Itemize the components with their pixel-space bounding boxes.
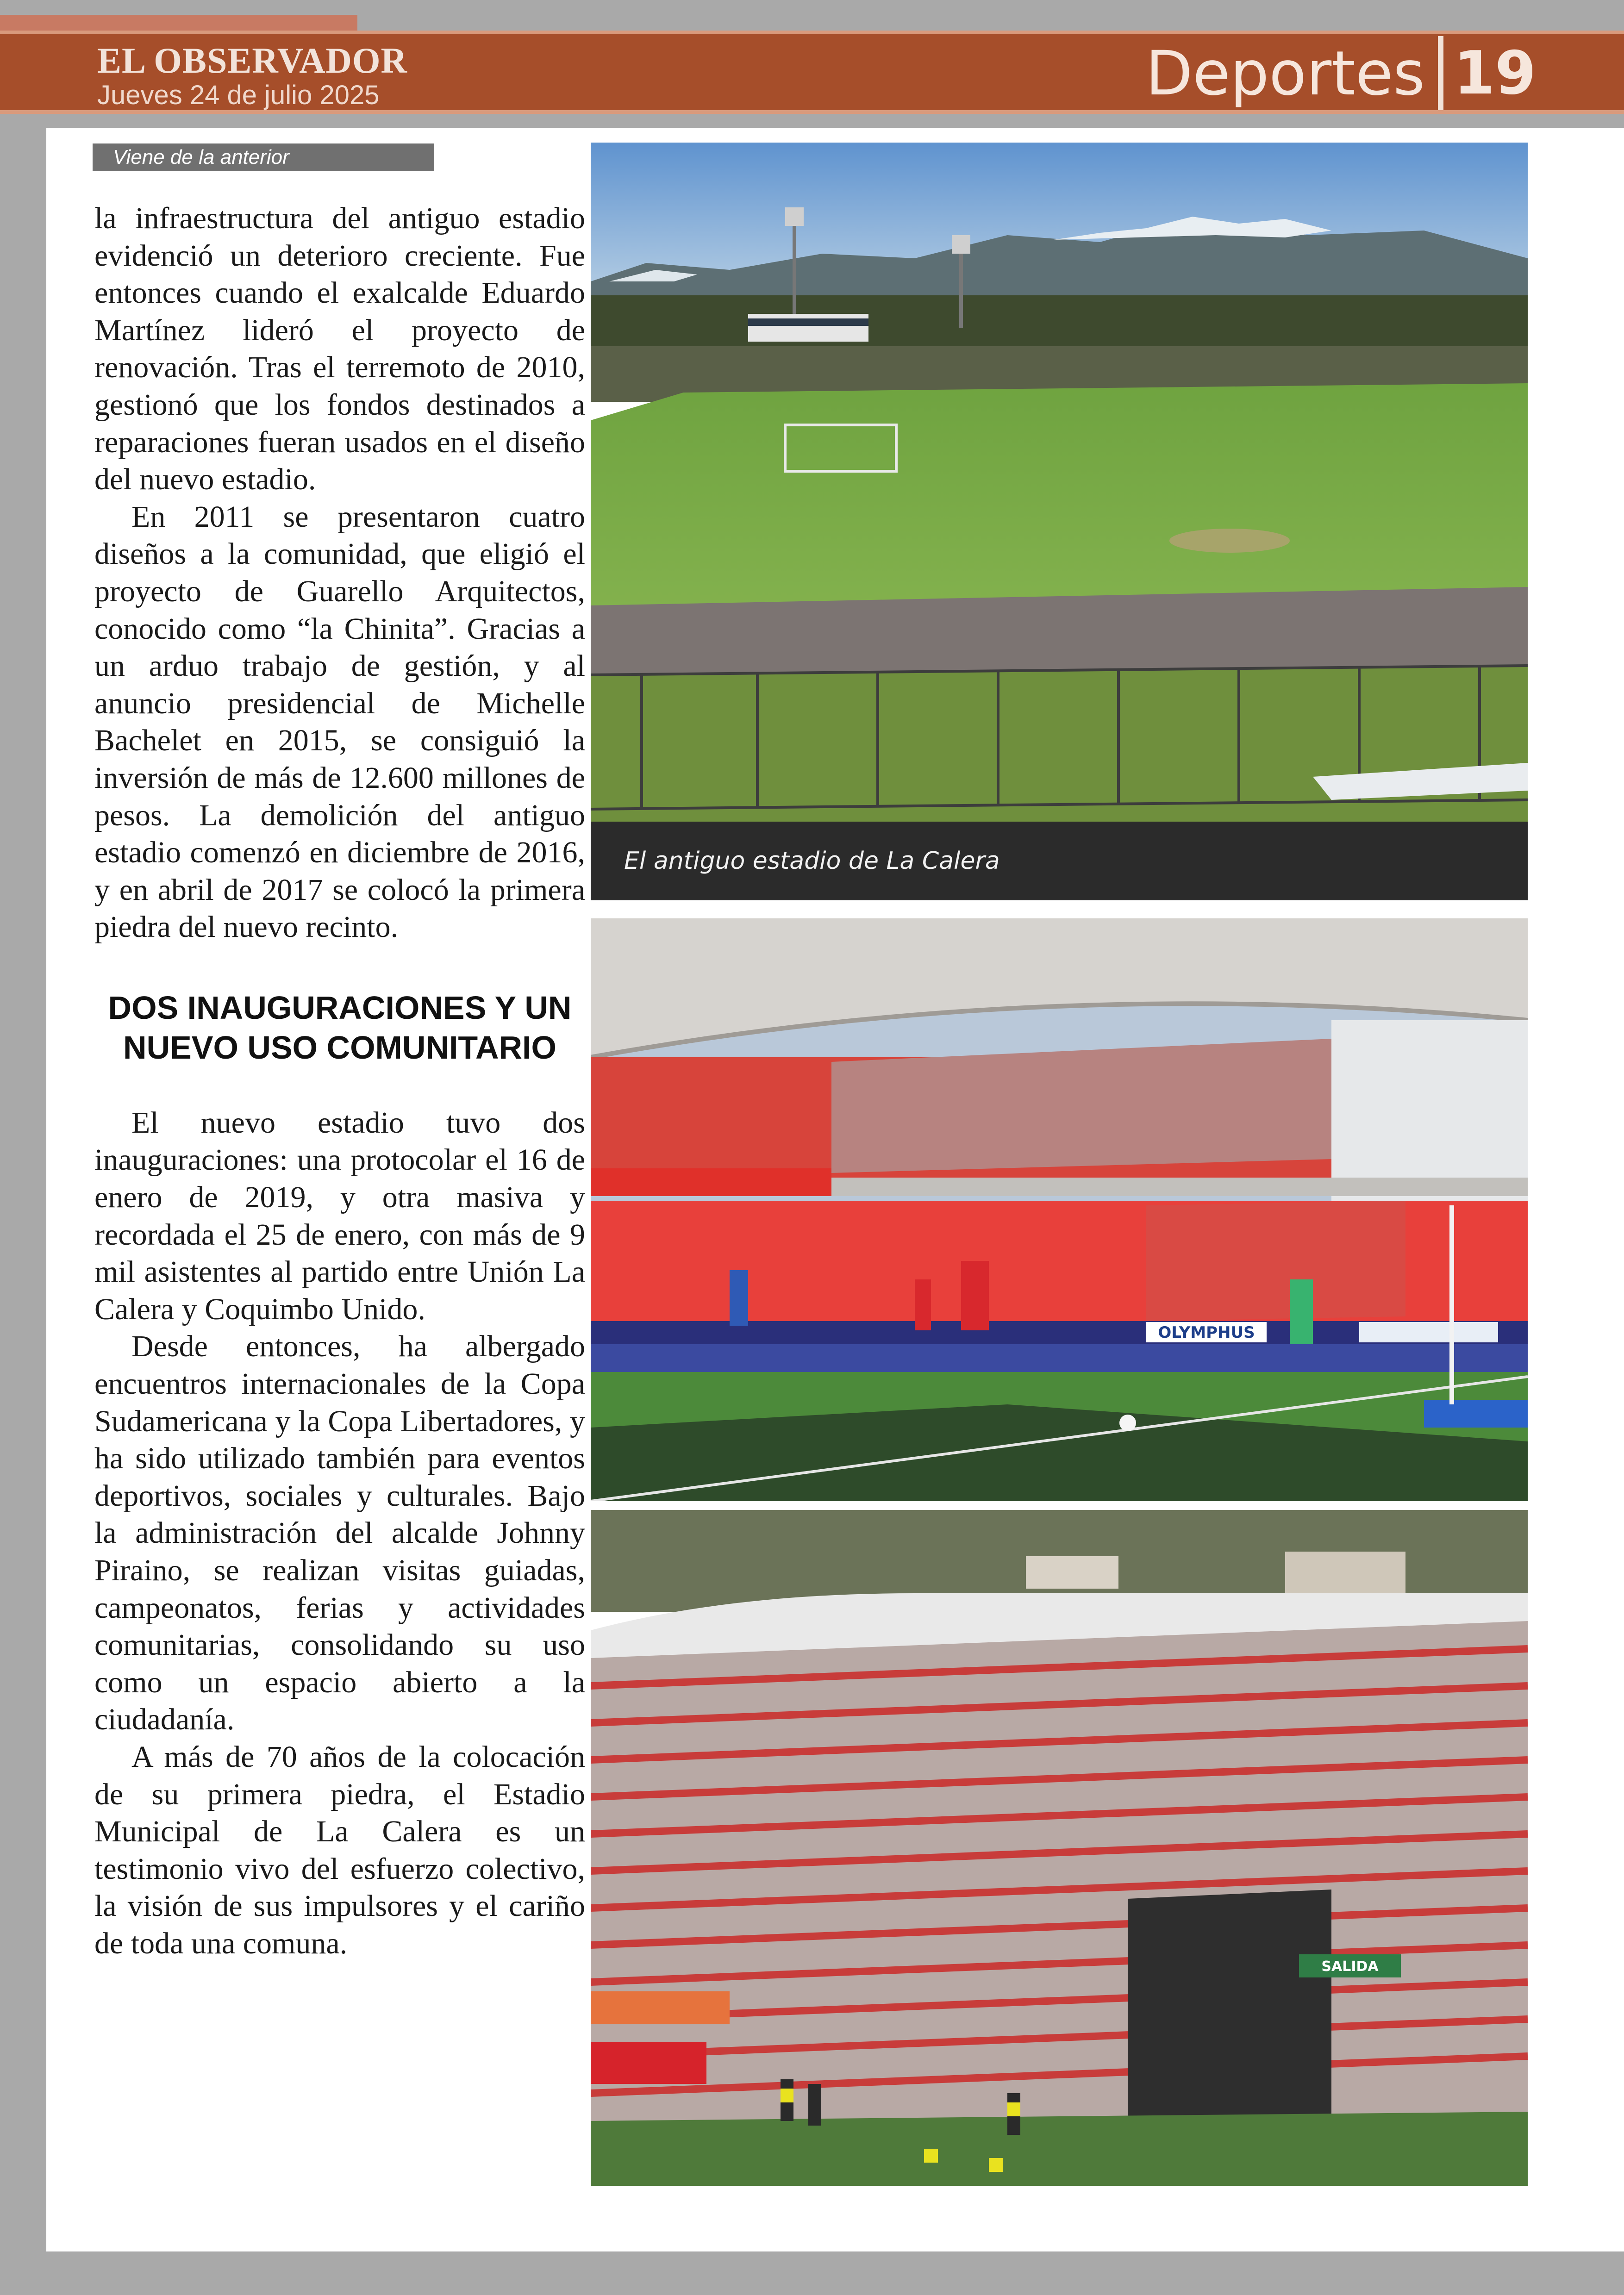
- banner-text: OLYMPHUS: [1158, 1323, 1255, 1342]
- exit-sign-text: SALIDA: [1321, 1958, 1379, 1975]
- old-stadium-illustration: [591, 143, 1528, 822]
- stands-photo: [591, 1510, 1528, 2186]
- old-stadium-photo: [591, 143, 1528, 822]
- page-number: 19: [1454, 39, 1537, 108]
- section-title: Deportes: [1145, 38, 1425, 109]
- article-column: [94, 200, 585, 1963]
- match-illustration: [591, 918, 1528, 1501]
- header-divider: [1438, 36, 1443, 110]
- article-paragraph: El nuevo estadio tuvo dos inauguraciones: una protocolar el 16 de enero de 2019, y otra masiva y recordada el 25 de enero, con más de 9 mil asistentes al partido entre Unión La Calera y Coquimbo Unido.: [94, 1105, 585, 1326]
- article-paragraph: En 2011 se presentaron cuatro diseños a la comunidad, que eligió el proyecto de Guarello Arquitectos, conocido como “la Chinita”. Gracias a un arduo trabajo de gestión, y al anuncio presidencial de Michelle Bachelet en 2015, se consiguió la inversión de más de 12.600 millones de pesos. La demolición del antiguo estadio comenzó en diciembre de 2016, y en abril de 2017 se colocó la primera piedra del nuevo recinto.: [94, 499, 585, 944]
- masthead: EL OBSERVADOR: [97, 40, 407, 81]
- issue-date: Jueves 24 de julio 2025: [97, 80, 380, 110]
- stands-illustration: [591, 1510, 1528, 2186]
- page-body: [46, 128, 1624, 2251]
- header-accent-strip: [0, 15, 357, 31]
- continued-label: Viene de la anterior: [93, 143, 434, 171]
- page-header: [0, 31, 1624, 114]
- article-paragraph: Desde entonces, ha albergado encuentros internacionales de la Copa Sudamericana y la Copa Libertadores, y ha sido utilizado también para eventos deportivos, sociales y culturales. Bajo la administración del alcalde Johnny Piraino, se realizan visitas guiadas, campeonatos, ferias y actividades comunitarias, consolidando su uso como un espacio abierto a la ciudadanía.: [94, 1329, 585, 1737]
- article-paragraph: la infraestructura del antiguo estadio evidenció un deterioro creciente. Fue entonces cuando el exalcalde Eduardo Martínez lideró el proyecto de renovación. Tras el terremoto de 2010, gestionó que los fondos destinados a reparaciones fueran usados en el diseño del nuevo estadio.: [94, 201, 585, 497]
- photo-caption: El antiguo estadio de La Calera: [591, 822, 1528, 900]
- match-photo: [591, 918, 1528, 1501]
- article-subheading: DOS INAUGURACIONES Y UN NUEVO USO COMUNITARIO: [108, 989, 572, 1066]
- article-paragraph: A más de 70 años de la colocación de su primera piedra, el Estadio Municipal de La Calera es un testimonio vivo del esfuerzo colectivo, la visión de sus impulsores y el cariño de toda una comuna.: [94, 1740, 585, 1960]
